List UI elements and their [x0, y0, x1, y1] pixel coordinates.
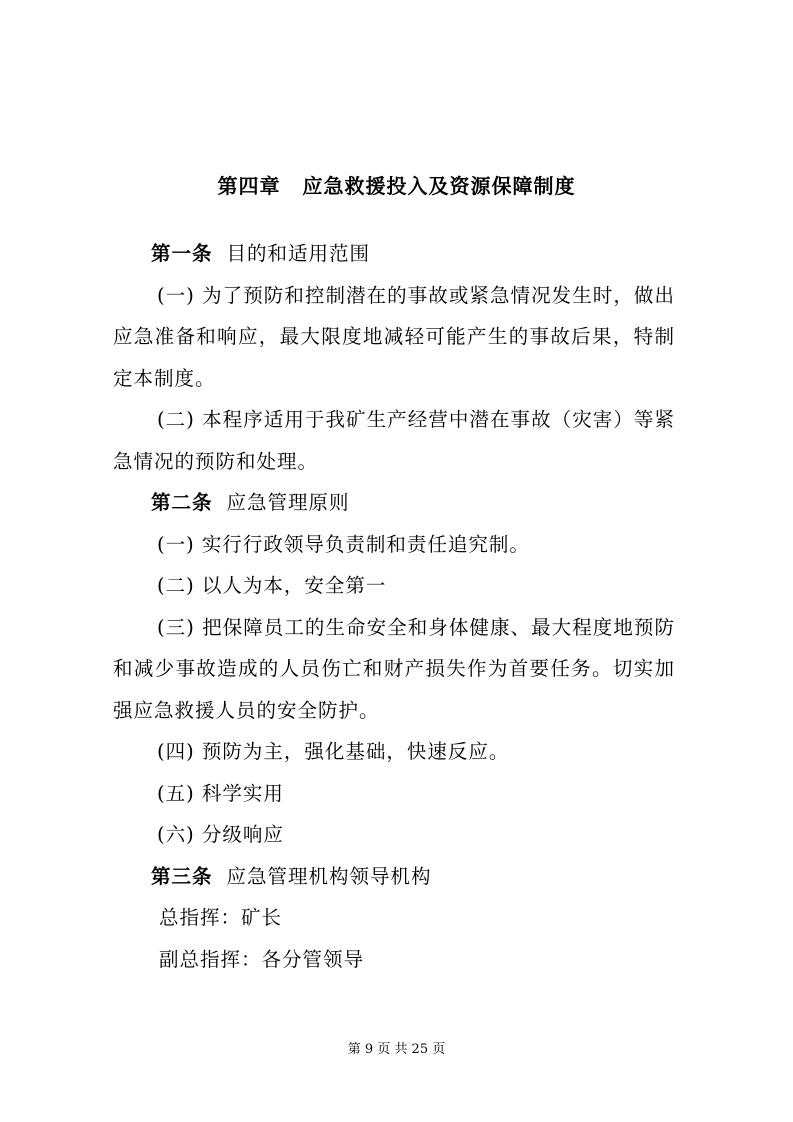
chapter-number: 第四章 — [217, 174, 281, 198]
chapter-title — [0, 171, 793, 201]
paragraph: (一) 为了预防和控制潜在的事故或紧急情况发生时，做出应急准备和响应，最大限度地减轻可能产生的事故后果，特制定本制度。 — [113, 283, 675, 390]
paragraph: (四) 预防为主，强化基础，快速反应。 — [157, 740, 510, 763]
chapter-heading: 应急救援投入及资源保障制度 — [302, 174, 576, 198]
document-body — [113, 233, 675, 980]
paragraph: (一) 实行行政领导负责制和责任追究制。 — [157, 532, 530, 556]
article-number: 第一条 — [151, 242, 213, 265]
page-footer: 第 9 页 共 25 页 — [347, 1042, 446, 1057]
article-heading — [113, 482, 675, 524]
list-item: 总指挥：矿长 — [159, 906, 283, 929]
article-title: 目的和适用范围 — [226, 242, 371, 265]
paragraph: (三) 把保障员工的生命安全和身体健康、最大程度地预防和减少事故造成的人员伤亡和财产损失作为首要任务。切实加强应急救援人员的安全防护。 — [113, 615, 675, 722]
paragraph: (二) 本程序适用于我矿生产经营中潜在事故（灾害）等紧急情况的预防和处理。 — [113, 408, 675, 473]
article-title: 应急管理机构领导机构 — [226, 864, 432, 888]
article-heading — [113, 856, 675, 898]
article-heading — [113, 233, 675, 275]
article-number: 第二条 — [151, 491, 213, 514]
paragraph: (二) 以人为本，安全第一 — [157, 574, 387, 597]
article-number: 第三条 — [151, 864, 213, 888]
article-title: 应急管理原则 — [226, 491, 350, 514]
list-item: 副总指挥：各分管领导 — [159, 947, 365, 971]
paragraph: (六) 分级响应 — [157, 823, 284, 846]
paragraph: (五) 科学实用 — [157, 781, 284, 805]
